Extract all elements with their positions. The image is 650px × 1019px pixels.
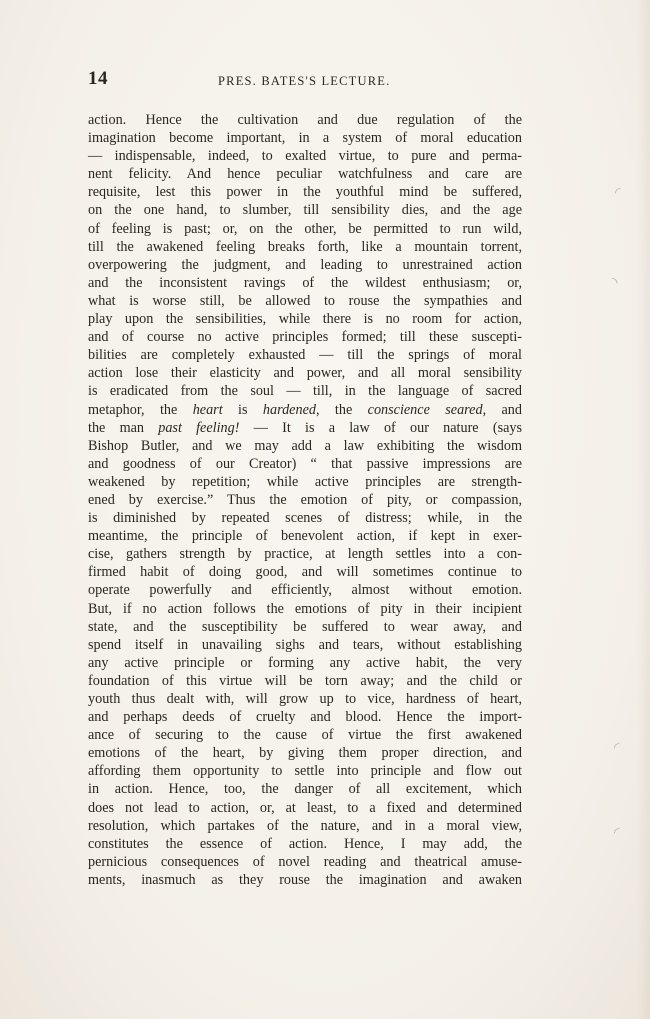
text-run: meantime, the principle of benevolent action, if kept in exer- — [88, 528, 522, 545]
text-run: overpowering the judgment, and leading to unrestrained action — [88, 256, 522, 273]
text-run: does not lead to action, or, at least, to a fixed and determined — [88, 799, 522, 816]
text-line — [88, 201, 522, 219]
text-run: is diminished by repeated scenes of distress; while, in the — [88, 510, 522, 527]
text-run: and of course no active principles formed; till these suscepti- — [88, 329, 522, 346]
text-line — [88, 545, 522, 563]
text-run: nent felicity. And hence peculiar watchfulness and care are — [88, 166, 522, 183]
text-run: , and — [482, 401, 522, 418]
text-line — [88, 563, 522, 581]
text-run: resolution, which partakes of the nature, and in a moral view, — [88, 817, 522, 834]
italic-text: heart — [192, 401, 223, 418]
text-line — [88, 654, 522, 672]
text-run: is — [222, 401, 263, 418]
italic-text: hardened — [262, 401, 316, 418]
text-line — [88, 509, 522, 527]
text-line — [88, 183, 522, 201]
text-run: any active principle or forming any active habit, the very — [88, 654, 522, 671]
text-run: and perhaps deeds of cruelty and blood. Hence the import- — [88, 709, 522, 726]
page-header — [88, 68, 522, 90]
running-head: PRES. BATES'S LECTURE. — [218, 74, 391, 88]
text-run: on the one hand, to slumber, till sensibility dies, and the age — [88, 202, 522, 219]
page-edge-shadow — [636, 0, 650, 1019]
text-run: spend itself in unavailing sighs and tears, without establishing — [88, 636, 522, 653]
text-run: Bishop Butler, and we may add a law exhibiting the wisdom — [88, 437, 522, 454]
text-run: and the inconsistent ravings of the wildest enthusiasm; or, — [88, 274, 522, 291]
text-run: ance of securing to the cause of virtue the first awakened — [88, 727, 522, 744]
text-run: bilities are completely exhausted — till the springs of moral — [88, 347, 522, 364]
text-line — [88, 762, 522, 780]
text-run: play upon the sensibilities, while there is no room for action, — [88, 311, 522, 328]
text-line — [88, 274, 522, 292]
text-line — [88, 835, 522, 853]
text-run: till the awakened feeling breaks forth, like a mountain torrent, — [88, 238, 522, 255]
text-run: of feeling is past; or, on the other, be permitted to run wild, — [88, 220, 522, 237]
text-run: in action. Hence, too, the danger of all excitement, which — [88, 781, 522, 798]
text-line — [88, 853, 522, 871]
text-line — [88, 147, 522, 165]
text-run: ments, inasmuch as they rouse the imagination and awaken — [88, 871, 522, 888]
text-run: action lose their elasticity and power, and all moral sensibility — [88, 365, 522, 382]
text-run: pernicious consequences of novel reading and theatrical amuse- — [88, 853, 522, 870]
text-run: action. Hence the cultivation and due regulation of the — [88, 112, 522, 128]
text-line — [88, 871, 522, 889]
text-line — [88, 310, 522, 328]
text-run: emotions of the heart, by giving them proper direction, and — [88, 745, 522, 762]
text-line — [88, 473, 522, 491]
text-line — [88, 817, 522, 835]
text-line — [88, 238, 522, 256]
margin-mark: ◝ — [612, 275, 618, 291]
page-number: 14 — [88, 68, 108, 89]
text-run: foundation of this virtue will be torn away; and the child or — [88, 672, 522, 689]
text-run: — indispensable, indeed, to exalted virtue, to pure and perma- — [88, 148, 522, 165]
text-line — [88, 690, 522, 708]
text-run: weakened by repetition; while active principles are strength- — [88, 473, 522, 490]
text-run: — It is a law of our nature (says — [239, 419, 522, 436]
text-line — [88, 220, 522, 238]
text-run: and goodness of our Creator) “ that passive impressions are — [88, 455, 522, 472]
text-line — [88, 419, 522, 437]
text-run: firmed habit of doing good, and will sometimes continue to — [88, 564, 522, 581]
text-line — [88, 292, 522, 310]
text-line — [88, 799, 522, 817]
text-line — [88, 165, 522, 183]
text-line — [88, 401, 522, 419]
text-line — [88, 708, 522, 726]
text-run: requisite, lest this power in the youthful mind be suffered, — [88, 184, 522, 201]
margin-mark: ◜ — [615, 185, 621, 201]
italic-text: conscience seared — [367, 401, 483, 418]
text-run: , the — [315, 401, 368, 418]
text-run: cise, gathers strength by practice, at length settles into a con- — [88, 546, 522, 563]
text-line — [88, 437, 522, 455]
text-line — [88, 618, 522, 636]
text-line — [88, 256, 522, 274]
text-line — [88, 726, 522, 744]
text-run: state, and the susceptibility be suffered to wear away, and — [88, 618, 522, 635]
text-run: operate powerfully and efficiently, almost without emotion. — [88, 582, 522, 599]
text-line — [88, 780, 522, 798]
text-run: affording them opportunity to settle into principle and flow out — [88, 763, 522, 780]
text-line — [88, 600, 522, 618]
text-run: constitutes the essence of action. Hence, I may add, the — [88, 835, 522, 852]
text-run: metaphor, the — [88, 401, 193, 418]
text-line — [88, 455, 522, 473]
margin-mark: ◜ — [614, 825, 620, 841]
text-run: youth thus dealt with, will grow up to vice, hardness of heart, — [88, 691, 522, 707]
text-line — [88, 672, 522, 690]
text-run: imagination become important, in a system of moral education — [88, 130, 522, 147]
italic-text: past feeling! — [158, 419, 240, 436]
body-text — [88, 111, 522, 889]
text-run: is eradicated from the soul — till, in the language of sacred — [88, 383, 522, 400]
text-run: ened by exercise.” Thus the emotion of pity, or compassion, — [88, 491, 522, 508]
text-line — [88, 364, 522, 382]
text-run: the man — [88, 419, 159, 436]
text-line — [88, 129, 522, 147]
text-line — [88, 581, 522, 599]
text-line — [88, 744, 522, 762]
text-line — [88, 636, 522, 654]
text-line — [88, 346, 522, 364]
text-run: But, if no action follows the emotions of pity in their incipient — [88, 600, 522, 617]
margin-mark: ◜ — [614, 740, 620, 756]
text-run: what is worse still, be allowed to rouse the sympathies and — [88, 292, 522, 309]
text-line — [88, 527, 522, 545]
text-line — [88, 382, 522, 400]
text-line — [88, 328, 522, 346]
text-line — [88, 111, 522, 129]
text-line — [88, 491, 522, 509]
